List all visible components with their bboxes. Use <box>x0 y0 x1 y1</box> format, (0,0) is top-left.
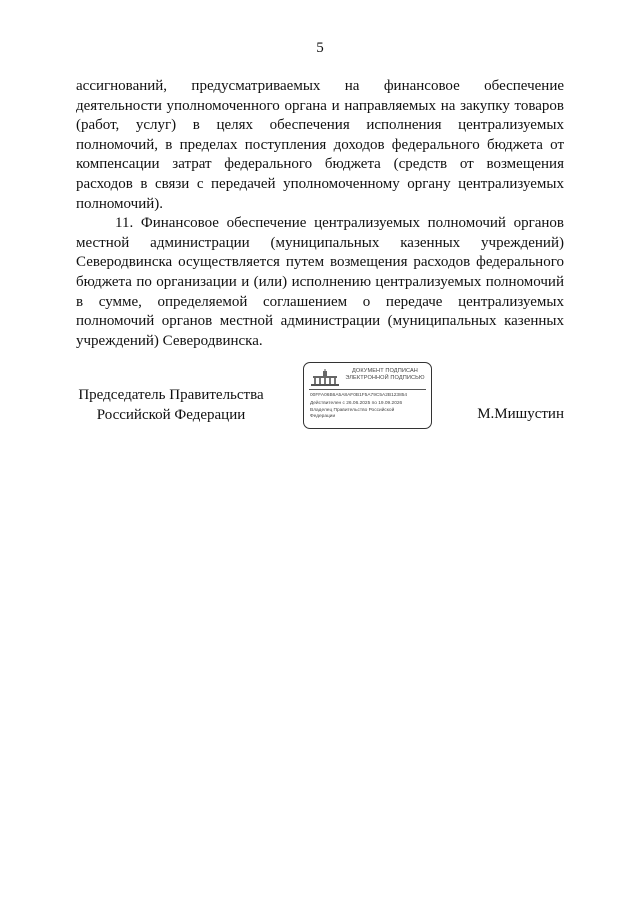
stamp-validity: Действителен с 26.06.2025 по 19.09.2026 <box>310 401 403 406</box>
signatory-title-line1: Председатель Правительства <box>78 387 264 403</box>
government-building-icon <box>310 369 340 387</box>
stamp-owner-line1: Владелец Правительство Российской <box>310 408 395 413</box>
page-number: 5 <box>316 40 324 56</box>
paragraph-item-11: 11. Финансовое обеспечение централизуемых полномочий органов местной администрации (муниципальных казенных учреждений) Северодвинска осуществляется путем возмещения расходов федерального бюджета по организации и (или) исполнению централизуемых полномочий в сумме, определяемой соглашением о передаче централизуемых полномочий органов местной администрации (муниципальных казенных учреждений) Северодвинска. <box>76 215 564 349</box>
signatory-name: М.Мишустин <box>477 406 564 422</box>
paragraph-continuation: ассигнований, предусматриваемых на финансовое обеспечение деятельности уполномоченного органа и направляемых на закупку товаров (работ, услуг) в целях обеспечения исполнения централизуемых полномочий, в пределах поступления доходов федерального бюджета от компенсации затрат федерального бюджета (средств от возмещения расходов в связи с передачей уполномоченному органу централизуемых полномочий). <box>76 78 564 212</box>
document-body <box>76 77 564 351</box>
signatory-title <box>76 386 266 425</box>
stamp-owner-line2: Федерации <box>310 414 336 419</box>
stamp-certificate: 00FFA06B6A5A8AF0B1F5A79C5A2B123854 <box>310 393 408 398</box>
stamp-title-line1: ДОКУМЕНТ ПОДПИСАН <box>352 368 418 374</box>
stamp-title-line2: ЭЛЕКТРОННОЙ ПОДПИСЬЮ <box>345 375 425 381</box>
signatory-title-line2: Российской Федерации <box>96 406 246 423</box>
stamp-title <box>340 368 430 382</box>
electronic-signature-stamp <box>303 362 432 429</box>
stamp-divider <box>309 389 426 390</box>
